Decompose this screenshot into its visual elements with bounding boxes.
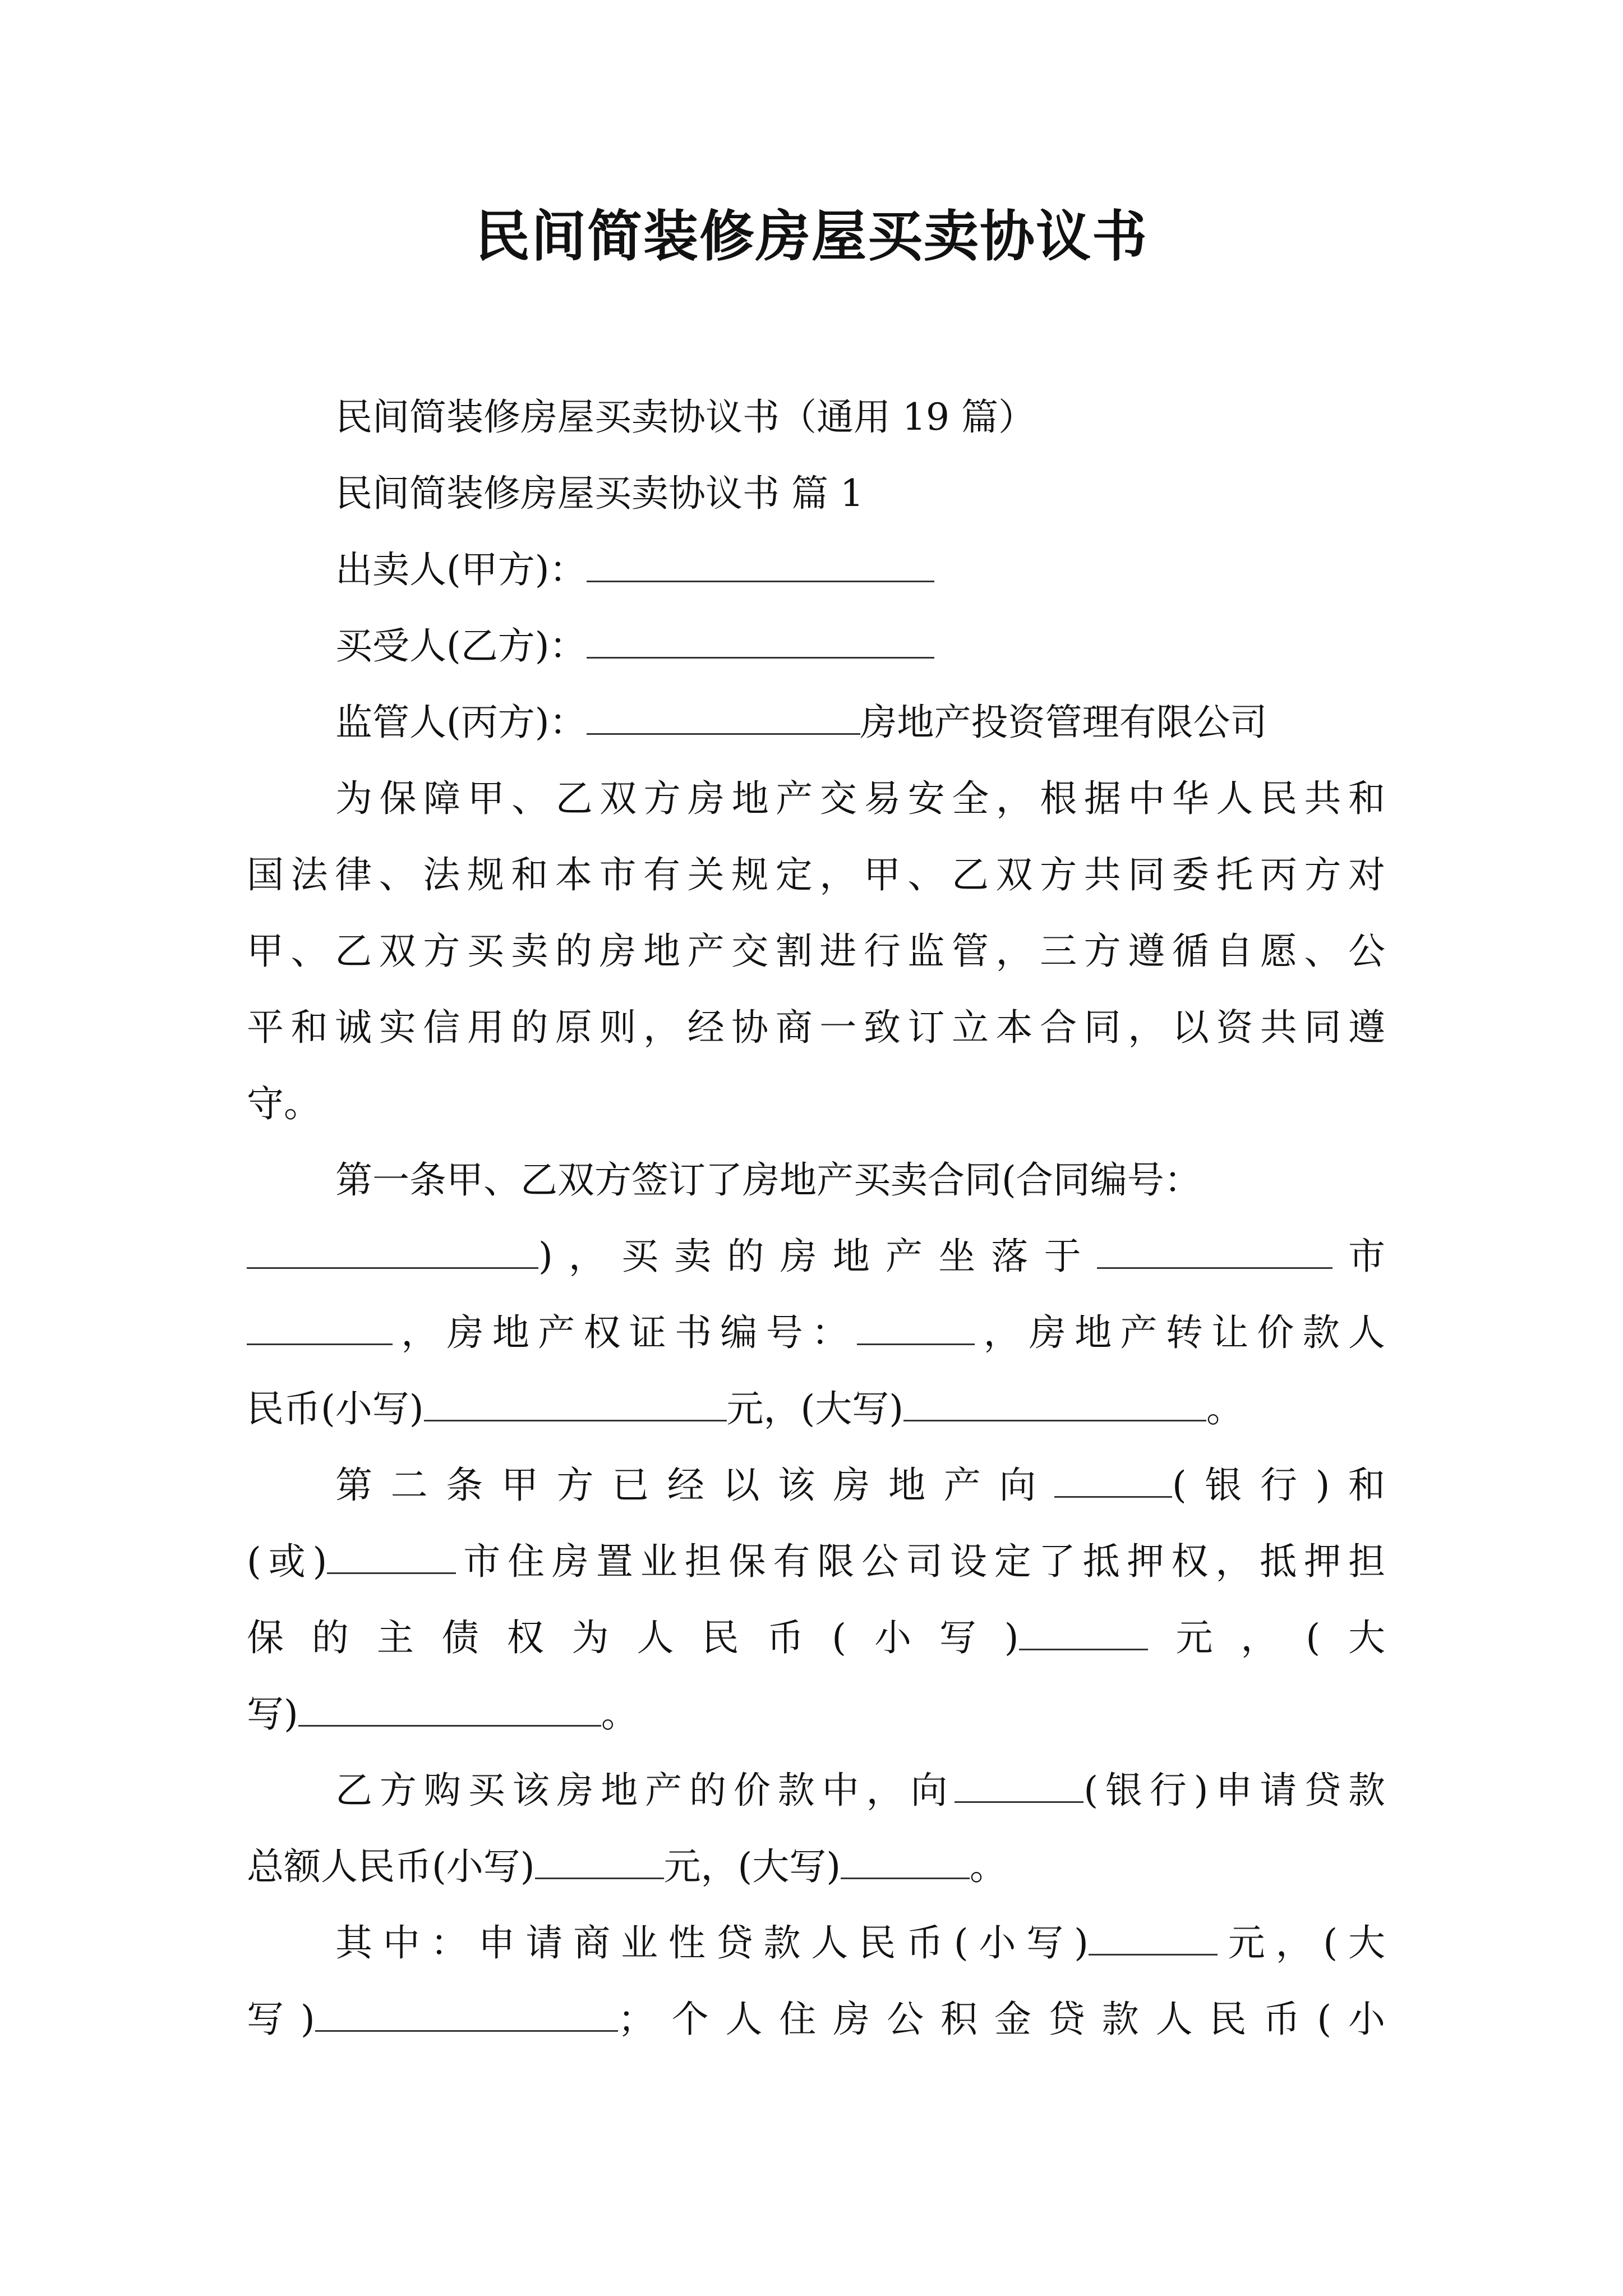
text-segment: 总额人民币(小写) [247,1845,535,1888]
text-segment: 元，(大写) [663,1845,841,1888]
commercial-loan-uppercase-blank [315,1995,618,2032]
city-blank [327,1538,456,1574]
loan-lowercase-blank [535,1843,664,1879]
text-segment: 乙方购买该房地产的价款中，向 [335,1769,955,1812]
debt-uppercase-blank [298,1690,601,1727]
bank-blank [1054,1461,1172,1498]
article-1-line [335,1152,1385,1208]
text-segment: 第一条甲、乙双方签订了房地产买卖合同(合同编号： [335,1158,1201,1202]
text-segment: 市 [1332,1235,1385,1278]
loan-bank-blank [955,1766,1083,1803]
seller-line [335,542,1385,598]
debt-lowercase-blank [1019,1614,1148,1650]
price-lowercase-blank [424,1385,727,1421]
loan-line [335,1763,1385,1819]
text-segment: 市住房置业担保有限公司设定了抵押权，抵押担 [456,1540,1385,1583]
buyer-blank [587,622,934,659]
supervisor-blank [587,698,860,735]
loan-line [247,1839,1385,1895]
certificate-number-blank [857,1309,975,1345]
document-title: 民间简装修房屋买卖协议书 [474,204,1148,269]
loan-uppercase-blank [841,1843,970,1879]
subtitle-line [335,389,1385,445]
text-segment: 。 [601,1692,638,1736]
supervisor-line [335,694,1385,751]
text-segment: 民间简装修房屋买卖协议书（通用 19 篇） [335,395,1035,439]
supervisor-label: 监管人(丙方)： [335,701,587,744]
text-segment: 房地产投资管理有限公司 [860,701,1267,744]
article-1-line [247,1381,1385,1437]
text-segment: 其中：申请商业性贷款人民币(小写) [335,1921,1089,1964]
contract-number-blank [247,1232,538,1269]
buyer-line [335,618,1385,674]
text-segment: 民币(小写) [247,1387,424,1430]
text-segment: 为保障甲、乙双方房地产交易安全，根据中华人民共和 [335,777,1385,820]
seller-label: 出卖人(甲方)： [335,548,587,591]
article-1-line [247,1305,1385,1361]
buyer-label: 买受人(乙方)： [335,624,587,668]
paragraph-line [335,771,1385,827]
text-segment: 写) [247,1998,315,2041]
district-blank [247,1309,393,1345]
text-segment: )，买卖的房地产坐落于 [538,1235,1097,1278]
location-blank [1097,1232,1332,1269]
text-segment: 写) [247,1692,298,1736]
loan-detail-line [335,1915,1385,1971]
paragraph-line [247,923,1385,979]
text-segment: (银行)和 [1172,1464,1385,1507]
article-2-line [247,1686,1385,1742]
text-segment: 第二条甲方已经以该房地产向 [335,1464,1055,1507]
text-segment: 。 [970,1845,1007,1888]
price-uppercase-blank [903,1385,1206,1421]
article-1-line [247,1228,1385,1285]
text-segment: ，房地产转让价款人 [975,1311,1385,1354]
paragraph-line [247,847,1385,903]
text-segment: 保的主债权为人民币(小写) [247,1616,1019,1659]
text-segment: 守。 [247,1082,321,1125]
text-segment: 元，(大 [1147,1616,1385,1659]
article-2-line [247,1534,1385,1590]
text-segment: 元，(大 [1217,1921,1385,1964]
article-2-line [335,1457,1385,1513]
text-segment: ；个人住房公积金贷款人民币(小 [617,1998,1385,2041]
article-2-line [247,1610,1385,1666]
text-segment: 甲、乙双方买卖的房地产交割进行监管，三方遵循自愿、公 [247,930,1385,973]
text-segment: 平和诚实信用的原则，经协商一致订立本合同，以资共同遵 [247,1006,1385,1049]
text-segment: 元，(大写) [726,1387,903,1430]
section-heading-line [335,466,1385,522]
paragraph-line [247,1000,1385,1056]
text-segment: 民间简装修房屋买卖协议书 篇 1 [335,472,864,515]
loan-detail-line [247,1991,1385,2047]
seller-blank [587,546,934,582]
text-segment: 。 [1206,1387,1243,1430]
text-segment: (或) [247,1540,328,1583]
paragraph-line [247,1076,1385,1132]
commercial-loan-blank [1089,1919,1218,1955]
text-segment: ，房地产权证书编号： [393,1311,857,1354]
text-segment: 国法律、法规和本市有关规定，甲、乙双方共同委托丙方对 [247,853,1385,896]
text-segment: (银行)申请贷款 [1083,1769,1385,1812]
